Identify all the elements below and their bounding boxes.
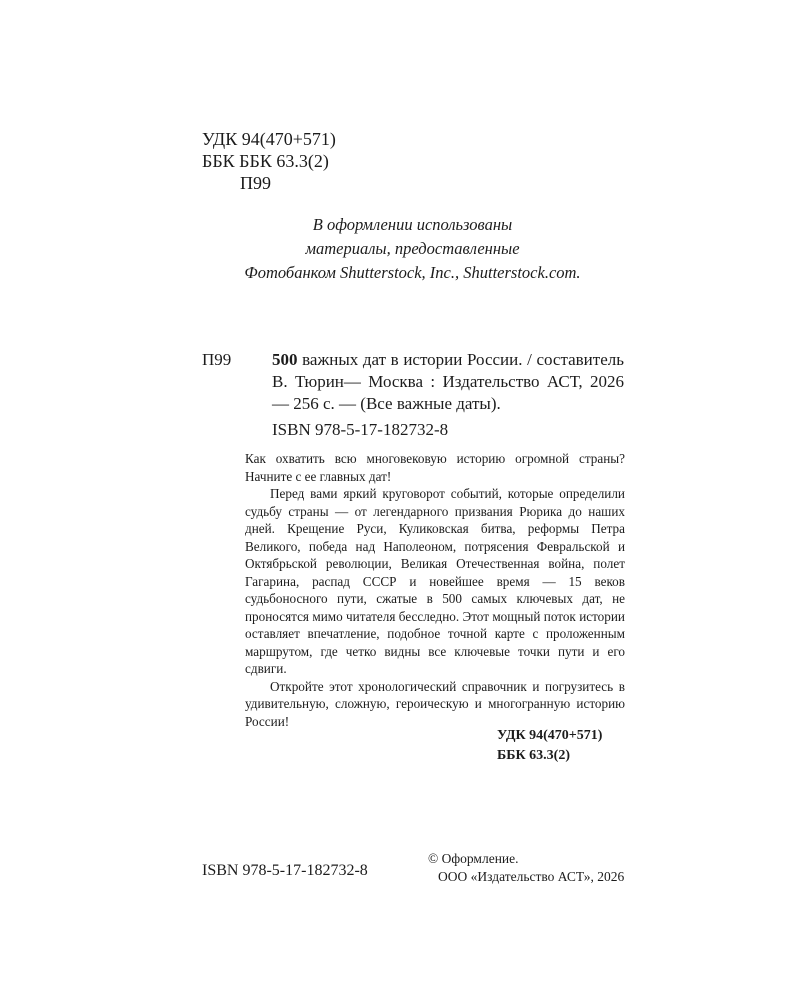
image-credits	[200, 213, 625, 285]
credits-line-1: В оформлении использованы	[312, 215, 513, 234]
classification-bbk: ББК 63.3(2)	[497, 748, 570, 763]
annotation-paragraph-2: Перед вами яркий круговорот событий, которые определили судьбу страны — от легендарного призвания Рюрика до наших дней. Крещение Руси, Куликовская битва, реформы Петра Великого, победа над Наполеоном, потрясения Февральской и Октябрьской революции, Великая Отечественная война, полет Гагарина, распад СССР и новейшее время — 15 веков судьбоносного пути, сжатые в 500 самых ключевых дат, не проносятся мимо читателя бесследно. Этот мощный поток истории оставляет впечатление, подобное точной карте с проложенным маршрутом, где четко видны все ключевые точки пути и его сдвиги.	[245, 486, 625, 676]
book-title-number: 500	[272, 350, 298, 369]
isbn-main: ISBN 978-5-17-182732-8	[272, 420, 449, 439]
classification-udk: УДК 94(470+571)	[497, 728, 603, 743]
isbn-footer: ISBN 978-5-17-182732-8	[202, 862, 368, 879]
credits-line-2: материалы, предоставленные	[305, 239, 520, 258]
annotation	[245, 450, 625, 730]
bibliography-author-code: П99	[202, 350, 232, 369]
credits-line-3: Фотобанком Shutterstock, Inc., Shutterstock.com.	[244, 263, 581, 282]
udk-code: УДК 94(470+571)	[202, 129, 336, 149]
annotation-paragraph-3: Откройте этот хронологический справочник и погрузитесь в удивительную, сложную, героическую и многогранную историю России!	[245, 678, 625, 729]
copyright-block	[428, 850, 624, 886]
copyright-line-2: ООО «Издательство АСТ», 2026	[438, 869, 625, 884]
classification-block	[497, 726, 602, 766]
bibliographic-record	[272, 349, 624, 415]
bbk-code: ББК ББК 63.3(2)	[202, 151, 329, 171]
bibliographic-text: важных дат в истории России. / составитель В. Тюрин— Москва : Издательство АСТ, 2026 — 256 с. — (Все важные даты).	[272, 350, 624, 413]
author-code: П99	[240, 173, 271, 193]
annotation-paragraph-1: Как охватить всю многовековую историю огромной страны? Начните с ее главных дат!	[245, 451, 625, 484]
copyright-line-1: © Оформление.	[428, 851, 519, 866]
udk-header-block	[202, 128, 336, 194]
